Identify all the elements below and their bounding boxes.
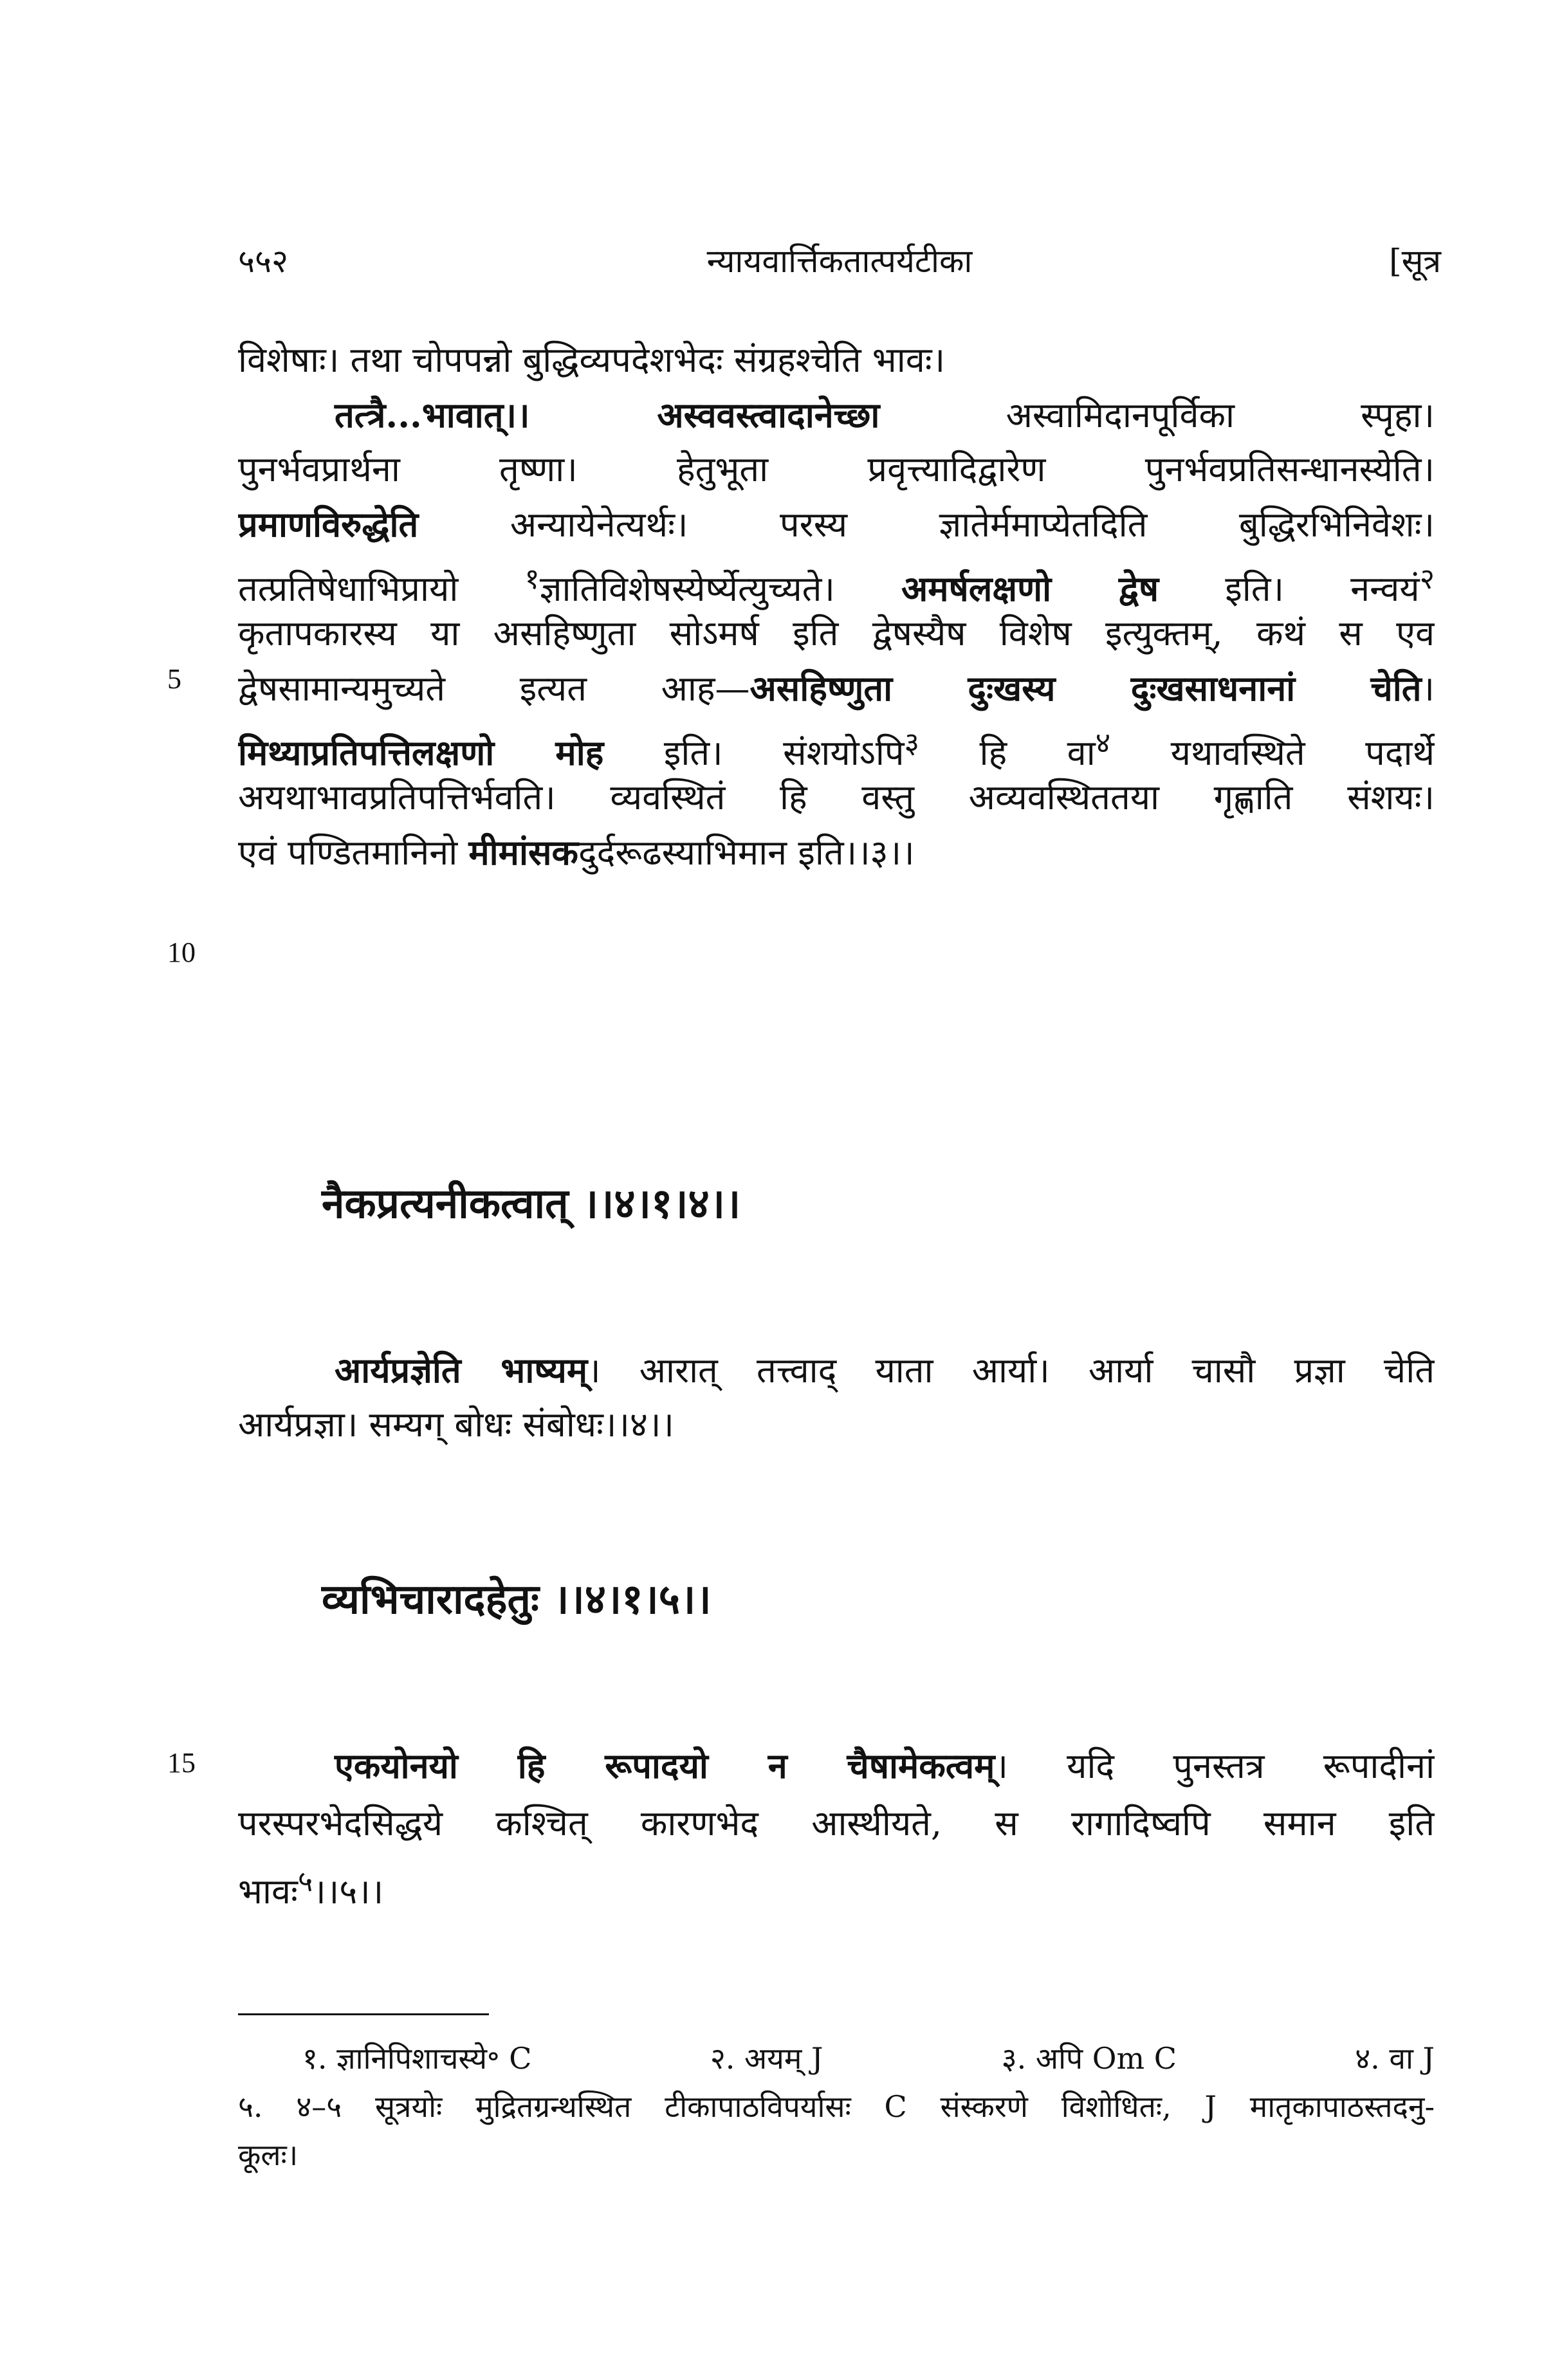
bold-lemma: अमर्षलक्षणो द्वेष [901,568,1159,609]
text-line: कृतापकारस्य या असहिष्णुता सोऽमर्ष इति द्वेषस्यैष विशेष इत्युक्तम्, कथं स एव [238,613,1435,654]
bold-lemma: प्रमाणविरुद्धेति [238,504,419,545]
footnote-rule [238,2013,489,2015]
page-number: ५५२ [238,243,288,280]
footnote-3: ३. अपि Om C [1001,2041,1177,2076]
bold-lemma: असहिष्णुता दुःखस्य दुःखसाधनानां चेति [749,668,1422,709]
text-span: द्वेषसामान्यमुच्यते इत्यत आह— [238,668,750,709]
section-marker: [सूत्र [1389,243,1441,280]
text-line [238,553,1435,615]
text-span: तत्प्रतिषेधाभिप्रायो [238,569,525,609]
bold-lemma: अस्ववस्त्वादानेच्छा [529,394,880,435]
line-number: 15 [167,1747,196,1779]
footnote-5: ५. ४–५ सूत्रयोः मुद्रितग्रन्थस्थित टीकापाठविपर्यासः C संस्करणे विशोधितः, J मातृकापाठस्तदनु- [238,2089,1435,2124]
text-line: पुनर्भवप्रार्थना तृष्णा। हेतुभूता प्रवृत्त्यादिद्वारेण पुनर्भवप्रतिसन्धानस्येति। [238,449,1435,490]
text-line [238,499,1435,551]
text-line [238,1856,1435,1918]
text-line: आर्यप्रज्ञा। सम्यग् बोधः संबोधः।।४।। [238,1404,674,1445]
text-span: दुर्दरूढस्याभिमान इति।।३।। [578,832,915,873]
text-line [238,389,1435,441]
footnote-ref: १ [524,562,540,596]
footnote-ref: २ [1419,562,1435,596]
footnote-ref: ३ [904,726,919,760]
text-span: एवं पण्डितमानिनो [238,832,469,873]
bold-lemma: मीमांसक [468,832,578,873]
text-line [238,827,1435,879]
bold-lemma: तत्त्रै...भावात्।। [335,394,530,435]
bold-lemma: आर्यप्रज्ञेति भाष्यम् [335,1350,588,1391]
text-span: । यदि पुनस्तत्र रूपादीनां [995,1746,1435,1786]
sutra-heading: नैकप्रत्यनीकत्वात् ।।४।१।४।। [322,1180,741,1228]
sutra-heading: व्यभिचारादहेतुः ।।४।१।५।। [322,1575,712,1624]
line-number: 10 [167,937,196,968]
footnote-row [238,2036,1435,2081]
text-line [238,1344,1435,1396]
text-span: हि वा [919,733,1096,773]
text-span: अस्वामिदानपूर्विका स्पृहा। [879,395,1435,435]
text-line: परस्परभेदसिद्धये कश्चित् कारणभेद आस्थीयते, स रागादिष्वपि समान इति [238,1803,1435,1844]
text-span: । [1421,668,1435,709]
footnote-4: ४. वा J [1355,2041,1435,2076]
footnote-1: १. ज्ञानिपिशाचस्ये॰ C [302,2041,532,2076]
text-line: विशेषाः। तथा चोपपन्नो बुद्धिव्यपदेशभेदः संग्रहश्चेति भावः। [238,340,946,380]
text-span: इति। नन्वयं [1159,569,1420,609]
footnote-ref: ५ [297,1864,313,1898]
footnote-5-cont: कूलः। [238,2137,299,2172]
footnote-2: २. अयम् J [710,2041,823,2076]
bold-lemma: एकयोनयो हि रूपादयो न चैषामेकत्वम् [335,1745,995,1786]
footnote-ref: ४ [1095,726,1111,760]
text-span: यथावस्थिते पदार्थे [1110,733,1435,773]
text-span: ज्ञातिविशेषस्येर्ष्येत्युच्यते। [539,569,901,609]
running-header [238,238,1441,296]
text-span: अन्यायेनेत्यर्थः। परस्य ज्ञातेर्ममाप्येतदिति बुद्धिरभिनिवेशः। [418,504,1435,545]
text-line [238,1740,1435,1792]
running-title: न्यायवार्त्तिकतात्पर्यटीका [706,243,973,280]
text-line: अयथाभावप्रतिपत्तिर्भवति। व्यवस्थितं हि वस्तु अव्यवस्थिततया गृह्णाति संशयः। [238,777,1435,818]
line-number: 5 [167,663,181,695]
text-span: इति। संशयोऽपि [603,733,905,773]
text-span: ।।५।। [313,1871,384,1912]
text-span: भावः [238,1871,298,1912]
text-line [238,663,1435,715]
text-line [238,717,1435,779]
text-span: । आरात् तत्त्वाद् याता आर्या। आर्या चासौ प्रज्ञा चेति [587,1350,1435,1391]
bold-lemma: मिथ्याप्रतिपत्तिलक्षणो मोह [238,732,604,773]
